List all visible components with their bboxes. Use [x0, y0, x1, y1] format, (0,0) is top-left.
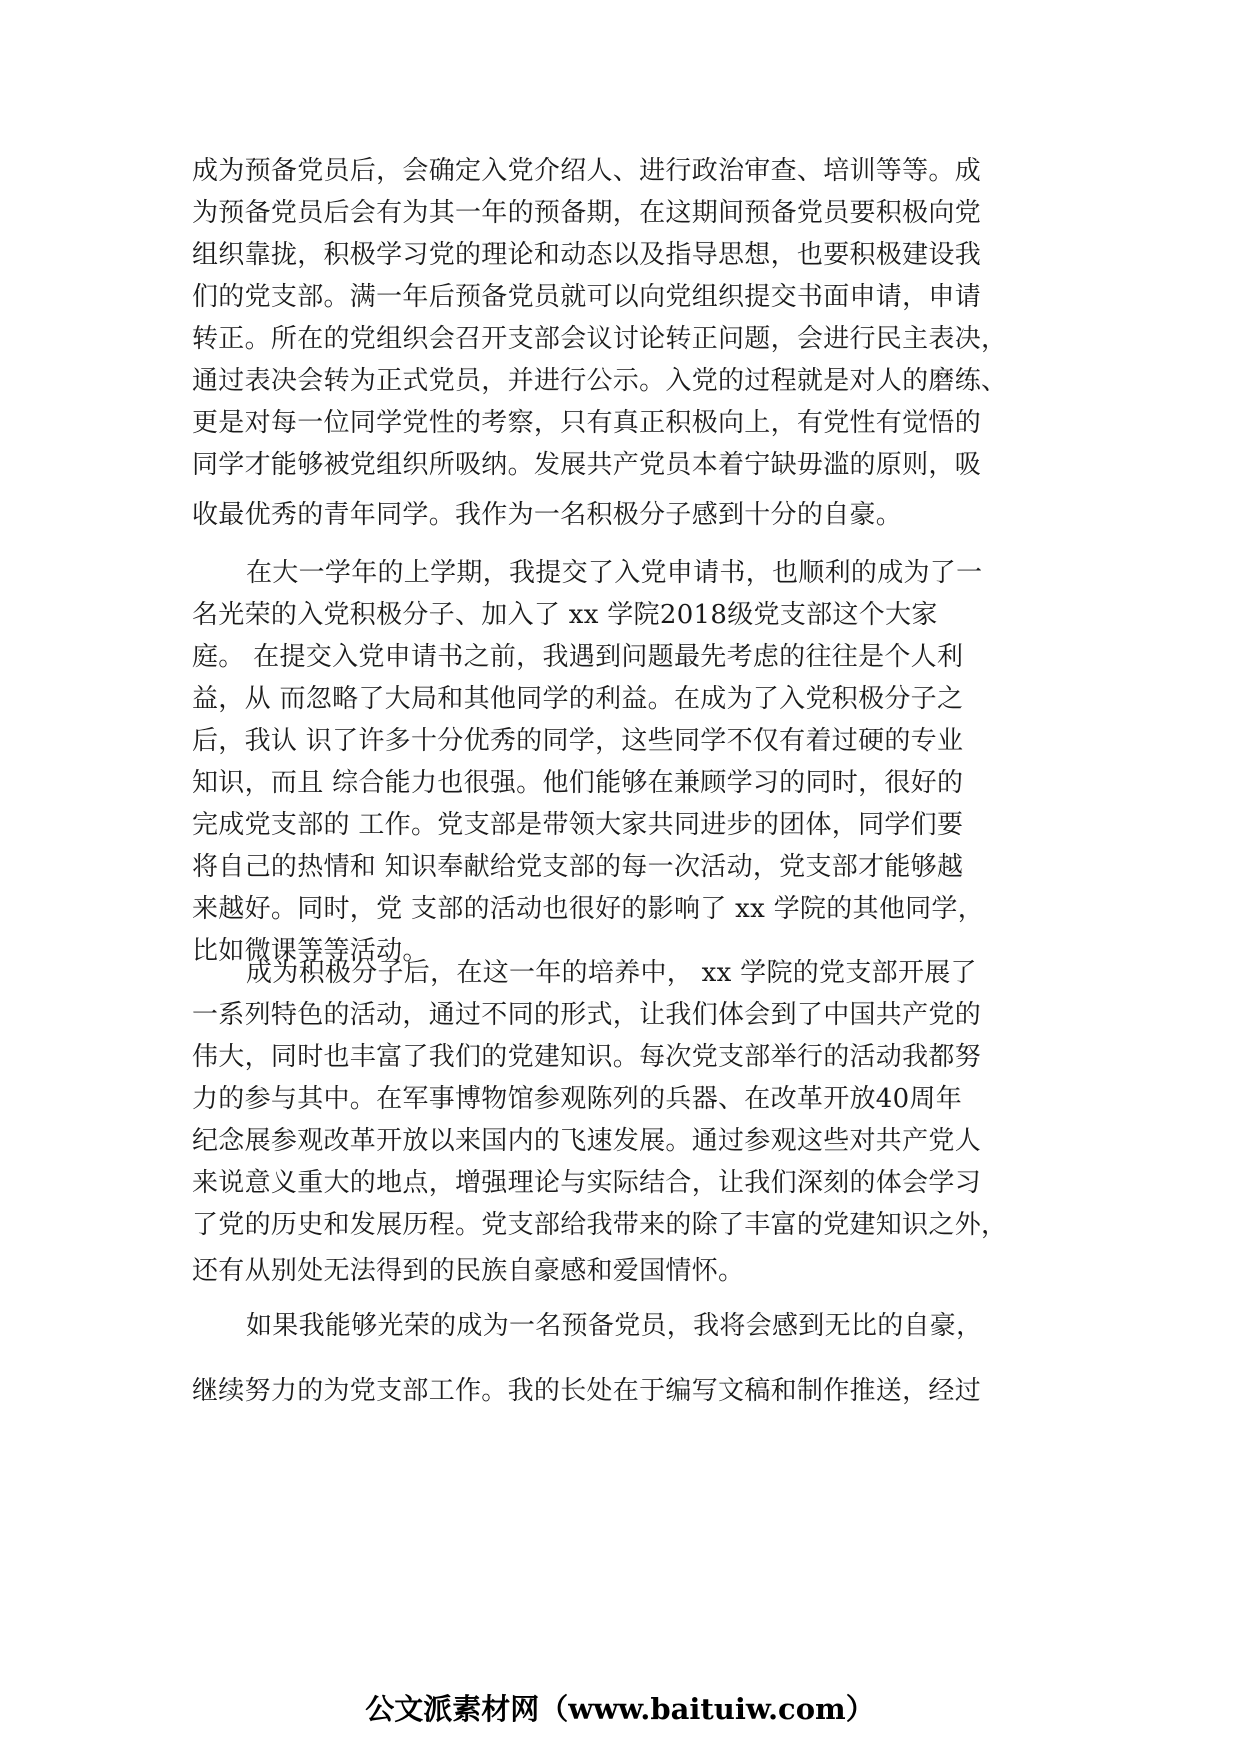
paragraph-1: [192, 150, 1062, 486]
text-line: 力的参与其中。在军事博物馆参观陈列的兵器、在改革开放40周年: [192, 1084, 963, 1114]
text-line: 名光荣的入党积极分子、加入了 xx 学院2018级党支部这个大家: [192, 600, 938, 630]
paragraph-1-continued: [192, 494, 1062, 536]
text-line: 通过表决会转为正式党员，并进行公示。入党的过程就是对人的磨练、: [192, 366, 1008, 396]
text-line: 来说意义重大的地点，增强理论与实际结合，让我们深刻的体会学习: [192, 1168, 982, 1198]
text-line: 纪念展参观改革开放以来国内的飞速发展。通过参观这些对共产党人: [192, 1126, 982, 1156]
text-line: 还有从别处无法得到的民族自豪感和爱国情怀。: [192, 1256, 745, 1286]
text-line: 组织靠拢，积极学习党的理论和动态以及指导思想，也要积极建设我: [192, 240, 982, 270]
text-line: 益，从 而忽略了大局和其他同学的利益。在成为了入党积极分子之: [192, 684, 964, 714]
text-line: 同学才能够被党组织所吸纳。发展共产党员本着宁缺毋滥的原则，吸: [192, 450, 982, 480]
text-line: 伟大，同时也丰富了我们的党建知识。每次党支部举行的活动我都努: [192, 1042, 982, 1072]
paragraph-4: [192, 1305, 1062, 1347]
text-line: 一系列特色的活动，通过不同的形式，让我们体会到了中国共产党的: [192, 1000, 982, 1030]
paragraph-3: [192, 952, 1062, 1246]
text-line: 在大一学年的上学期，我提交了入党申请书，也顺利的成为了一: [246, 558, 983, 588]
text-line: 了党的历史和发展历程。党支部给我带来的除了丰富的党建知识之外，: [192, 1210, 1008, 1240]
text-line: 来越好。同时，党 支部的活动也很好的影响了 xx 学院的其他同学，: [192, 894, 985, 924]
text-line: 为预备党员后会有为其一年的预备期，在这期间预备党员要积极向党: [192, 198, 982, 228]
text-line: 将自己的热情和 知识奉献给党支部的每一次活动，党支部才能够越: [192, 852, 964, 882]
footer-watermark: 公文派素材网（www.baituiw.com）: [365, 1692, 875, 1726]
text-line: 成为预备党员后，会确定入党介绍人、进行政治审查、培训等等。成: [192, 156, 982, 186]
text-line: 更是对每一位同学党性的考察，只有真正积极向上，有党性有觉悟的: [192, 408, 982, 438]
paragraph-2: [192, 552, 1062, 972]
text-line: 后，我认 识了许多十分优秀的同学，这些同学不仅有着过硬的专业: [192, 726, 964, 756]
text-line: 知识，而且 综合能力也很强。他们能够在兼顾学习的同时，很好的: [192, 768, 964, 798]
text-line: 们的党支部。满一年后预备党员就可以向党组织提交书面申请，申请: [192, 282, 982, 312]
paragraph-4-continued: [192, 1370, 1062, 1412]
text-line: 比如微课等等活动。: [192, 936, 429, 966]
text-line: 继续努力的为党支部工作。我的长处在于编写文稿和制作推送，经过: [192, 1376, 982, 1406]
text-line: 转正。所在的党组织会召开支部会议讨论转正问题，会进行民主表决，: [192, 324, 1008, 354]
paragraph-3-continued: [192, 1250, 1062, 1292]
text-line: 庭。 在提交入党申请书之前，我遇到问题最先考虑的往往是个人利: [192, 642, 964, 672]
text-line: 完成党支部的 工作。党支部是带领大家共同进步的团体，同学们要: [192, 810, 964, 840]
text-line: 成为积极分子后，在这一年的培养中， xx 学院的党支部开展了: [246, 958, 977, 988]
text-line: 如果我能够光荣的成为一名预备党员，我将会感到无比的自豪，: [246, 1311, 983, 1341]
text-line: 收最优秀的青年同学。我作为一名积极分子感到十分的自豪。: [192, 500, 903, 530]
